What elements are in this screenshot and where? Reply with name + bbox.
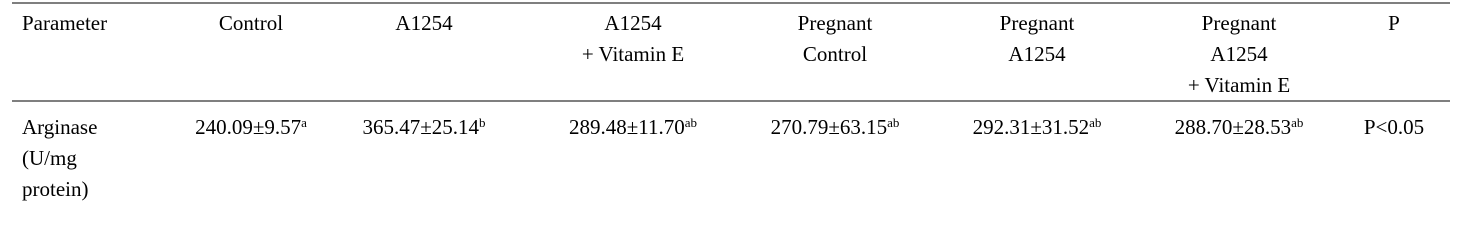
header-pregnant-a1254-vitamin-e xyxy=(1188,8,1290,101)
row-parameter xyxy=(22,112,97,205)
cell-pregnant-a1254-vitamin-e-value: 288.70±28.53 xyxy=(1174,115,1292,139)
cell-a1254-vitamin-e-value: 289.48±11.70 xyxy=(568,115,685,139)
cell-a1254-superscript: b xyxy=(479,115,486,130)
cell-pregnant-a1254 xyxy=(973,112,1102,143)
table-top-rule xyxy=(12,2,1450,4)
cell-pregnant-a1254-superscript: ab xyxy=(1089,115,1102,130)
header-pregnant-a1254-vitamin-e-line-2: A1254 xyxy=(1210,42,1268,66)
header-a1254-line-1: A1254 xyxy=(395,11,453,35)
cell-pregnant-a1254-vitamin-e-superscript: ab xyxy=(1291,115,1304,130)
header-a1254-vitamin-e xyxy=(582,8,684,70)
header-pregnant-a1254-line-2: A1254 xyxy=(1008,42,1066,66)
header-p-line-1: P xyxy=(1388,11,1400,35)
header-control-line-1: Control xyxy=(218,11,284,35)
header-pregnant-a1254 xyxy=(1000,8,1075,70)
cell-control-value: 240.09±9.57 xyxy=(195,115,302,139)
header-a1254-vitamin-e-line-1: A1254 xyxy=(604,11,662,35)
header-pregnant-control-line-1: Pregnant xyxy=(797,11,873,35)
cell-p-value-text: P<0.05 xyxy=(1363,115,1425,139)
header-pregnant-a1254-line-1: Pregnant xyxy=(999,11,1075,35)
cell-a1254 xyxy=(362,112,485,143)
cell-p-value xyxy=(1364,112,1424,143)
header-pregnant-a1254-vitamin-e-line-1: Pregnant xyxy=(1201,11,1277,35)
header-pregnant-control-line-2: Control xyxy=(802,42,868,66)
table-header-rule xyxy=(12,100,1450,102)
cell-control-superscript: a xyxy=(301,115,307,130)
cell-a1254-vitamin-e xyxy=(569,112,697,143)
cell-pregnant-control-superscript: ab xyxy=(887,115,900,130)
header-pregnant-control xyxy=(798,8,873,70)
cell-pregnant-control-value: 270.79±63.15 xyxy=(770,115,888,139)
header-parameter-line-1: Parameter xyxy=(22,11,108,35)
cell-pregnant-a1254-vitamin-e xyxy=(1175,112,1304,143)
header-parameter xyxy=(22,8,107,39)
cell-a1254-vitamin-e-superscript: ab xyxy=(684,115,698,130)
header-a1254 xyxy=(395,8,452,39)
row-parameter-line-3: protein) xyxy=(22,177,89,201)
header-control xyxy=(219,8,283,39)
header-pregnant-a1254-vitamin-e-line-3: + Vitamin E xyxy=(1187,73,1291,97)
cell-control xyxy=(195,112,307,143)
cell-pregnant-control xyxy=(771,112,900,143)
row-parameter-line-1: Arginase xyxy=(22,115,98,139)
cell-pregnant-a1254-value: 292.31±31.52 xyxy=(972,115,1090,139)
cell-a1254-value: 365.47±25.14 xyxy=(362,115,480,139)
row-parameter-line-2: (U/mg xyxy=(22,146,77,170)
header-p xyxy=(1388,8,1400,39)
header-a1254-vitamin-e-line-2: + Vitamin E xyxy=(581,42,685,66)
